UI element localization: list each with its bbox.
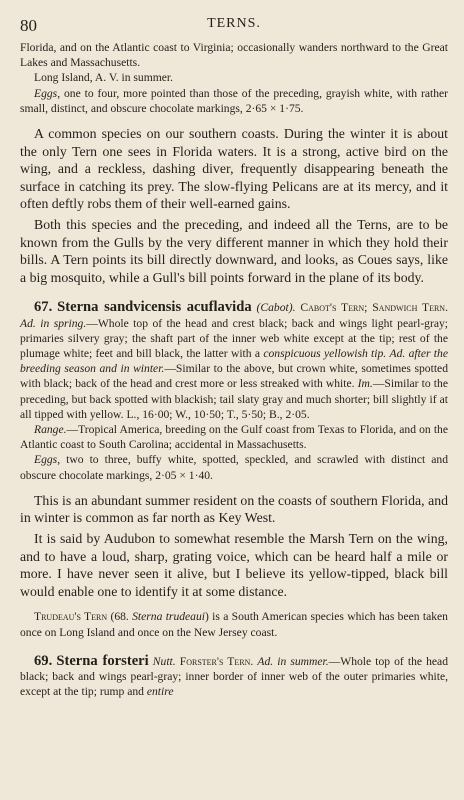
body-paragraph: This is an abundant summer resident on the coasts of southern Florida, and in winter is common as far north as Key West. xyxy=(20,492,448,526)
eggs-text: , two to three, buffy white, spotted, speckled, and scrawled with distinct and obscure chocolate markings, 2·05 × 1·40. xyxy=(20,453,448,482)
page-number: 80 xyxy=(20,16,37,35)
plumage-label: Im. xyxy=(357,377,373,391)
range-text: —Tropical America, breeding on the Gulf coast from Texas to Florida, and on the Atlantic coast to South Carolina; accidental in Massachusetts. xyxy=(20,422,448,452)
species-authority: (Cabot). xyxy=(256,301,296,315)
range-label: Range. xyxy=(34,422,67,436)
species-number: 67. xyxy=(34,299,53,316)
locality-note: Long Island, A. V. in summer. xyxy=(34,71,174,85)
description-text: —Similar to the above, but crown white, sometimes spotted with black; back of the head and crest more or less streaked with white. xyxy=(20,362,448,391)
description-text: —Whole top of the head and crest black; back and wings light pearl-gray; primaries silvery gray; the shaft part of the inner web white except at the tip; rest of the plumage white; feet and bill black, the latter with a xyxy=(20,316,448,360)
page-header xyxy=(20,14,448,40)
common-name: Trudeau's Tern xyxy=(34,610,108,624)
eggs-label: Eggs xyxy=(34,453,58,467)
trudeau-note xyxy=(20,609,448,639)
description-text: —Whole top of the head black; back and wings pearl-gray; inner border of inner web of the outer primaries white, except at the tip; rump and xyxy=(20,654,448,699)
body-paragraph: It is said by Audubon to somewhat resemble the Marsh Tern on the wing, and to have a loud, sharp, grating voice, which can be heard half a mile or more. I have never seen it alive, but I believe its yellow-tipped, black bill would enable one to identify it at some distance. xyxy=(20,530,448,599)
species-authority: Nutt. xyxy=(152,654,176,668)
scientific-name: Sterna trudeaui xyxy=(132,610,205,624)
eggs-paragraph xyxy=(20,86,448,116)
body-paragraph: Both this species and the preceding, and indeed all the Terns, are to be known from the Gulls by the very different manner in which they hold their bills. A Tern points its bill directly downward, and looks, as Coues says, like a big mosquito, while a Gull's bill points forward in the plane of its body. xyxy=(20,216,448,285)
description-text: —Similar to the preceding, but back spotted with blackish; tail slaty gray and much shorter; bill slightly if at all tipped with yellow. L., 16·00; W., 10·50; T., 5·50; B., 2·05. xyxy=(20,377,448,421)
species-number: 69. xyxy=(34,652,53,669)
running-head: TERNS. xyxy=(207,16,261,31)
note-text: (68. xyxy=(107,610,133,624)
common-name: Sandwich Tern. xyxy=(372,301,448,315)
plumage-label: Ad. in summer. xyxy=(257,654,329,668)
body-paragraph: A common species on our southern coasts. During the winter it is about the only Tern one sees in Florida waters. It is a strong, active bird on the wing, and a reckless, dashing diver, frequently disappearing beneath the surface in catching its prey. The slow-flying Pelicans are at its mercy, and it often deftly robs them of their well-earned gains. xyxy=(20,126,448,212)
species-name: Sterna forsteri xyxy=(56,652,149,669)
plumage-label: Ad. in spring. xyxy=(20,316,87,330)
species-entry-69 xyxy=(20,654,448,700)
eggs-paragraph xyxy=(20,452,448,482)
plumage-label: Ad. after the breeding season and in winter. xyxy=(20,346,448,376)
eggs-text: , one to four, more pointed than those of the preceding, grayish white, with rather small, distinct, and obscure chocolate markings, 2·65 × 1·75. xyxy=(20,86,448,115)
species-entry-67 xyxy=(20,300,448,422)
bill-tip-note: conspicuous yellowish tip. xyxy=(263,346,387,360)
note-text: ) is a South American species which has been taken once on Long Island and once on the New Jersey coast. xyxy=(20,610,448,639)
common-name: Forster's Tern. xyxy=(179,654,254,668)
range-paragraph xyxy=(20,422,448,452)
range-continuation: Florida, and on the Atlantic coast to Virginia; occasionally wanders northward to the Great Lakes and Massachusetts. xyxy=(20,41,448,70)
common-name: Cabot's Tern; xyxy=(300,301,368,315)
species-name: Sterna sandvicensis acuflavida xyxy=(57,299,252,316)
eggs-label: Eggs xyxy=(34,86,58,100)
description-text: entire xyxy=(146,685,174,699)
